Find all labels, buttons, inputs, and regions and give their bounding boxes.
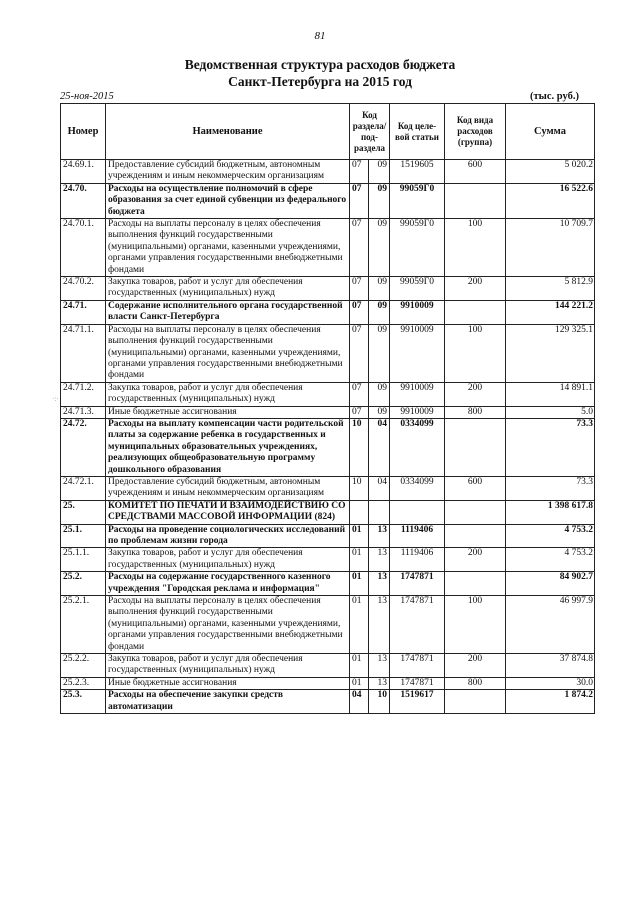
row-subsection: 09: [369, 324, 390, 382]
row-number: 24.71.1.: [61, 324, 106, 382]
margin-mark: ·:·: [52, 395, 59, 403]
row-sum: 73.3: [506, 418, 595, 476]
row-subsection: 13: [369, 524, 390, 548]
row-section: 01: [350, 677, 369, 689]
header-number: Номер: [61, 104, 106, 160]
table-row: [61, 596, 595, 654]
table-row: [61, 300, 595, 324]
row-article: 0334099: [390, 418, 445, 476]
document-date: 25-ноя-2015: [60, 91, 114, 102]
row-article: 1747871: [390, 654, 445, 678]
row-subsection: 09: [369, 300, 390, 324]
row-section: 07: [350, 406, 369, 418]
row-number: 25.2.: [61, 572, 106, 596]
row-expense-type: [445, 690, 506, 714]
table-row: [61, 654, 595, 678]
row-section: 10: [350, 476, 369, 500]
row-sum: 144 221.2: [506, 300, 595, 324]
page-number: 81: [314, 30, 326, 42]
row-subsection: 09: [369, 382, 390, 406]
row-sum: 14 891.1: [506, 382, 595, 406]
row-sum: 37 874.8: [506, 654, 595, 678]
row-expense-type: 800: [445, 406, 506, 418]
row-subsection: 09: [369, 183, 390, 218]
title-line-2: Санкт-Петербурга на 2015 год: [228, 74, 412, 89]
row-name: Иные бюджетные ассигнования: [106, 406, 350, 418]
header-article: Код целе-вой статьи: [390, 104, 445, 160]
row-sum: 5.0: [506, 406, 595, 418]
row-name: Иные бюджетные ассигнования: [106, 677, 350, 689]
row-expense-type: 200: [445, 654, 506, 678]
row-number: 25.2.3.: [61, 677, 106, 689]
row-expense-type: [445, 572, 506, 596]
row-article: [390, 500, 445, 524]
row-subsection: 09: [369, 160, 390, 184]
row-name: Расходы на осуществление полномочий в сфере образования за счет единой субвенции из федерального бюджета: [106, 183, 350, 218]
row-subsection: 09: [369, 277, 390, 301]
row-subsection: 04: [369, 418, 390, 476]
row-article: 9910009: [390, 300, 445, 324]
row-sum: 4 753.2: [506, 524, 595, 548]
row-sum: 30.0: [506, 677, 595, 689]
row-number: 25.2.2.: [61, 654, 106, 678]
row-article: 0334099: [390, 476, 445, 500]
table-row: [61, 277, 595, 301]
row-sum: 46 997.9: [506, 596, 595, 654]
row-name: Расходы на выплаты персоналу в целях обеспечения выполнения функций государственными (муниципальными) органами, казенными учреждениями, органами управления государственными внебюджетными фондами: [106, 219, 350, 277]
row-section: 04: [350, 690, 369, 714]
row-number: 25.1.: [61, 524, 106, 548]
row-expense-type: [445, 524, 506, 548]
row-number: 24.72.1.: [61, 476, 106, 500]
table-body: [61, 160, 595, 714]
row-section: 01: [350, 654, 369, 678]
table-row: [61, 690, 595, 714]
table-row: [61, 476, 595, 500]
row-section: 07: [350, 300, 369, 324]
row-number: 25.2.1.: [61, 596, 106, 654]
table-row: [61, 548, 595, 572]
row-section: 10: [350, 418, 369, 476]
row-sum: 5 020.2: [506, 160, 595, 184]
row-sum: 84 902.7: [506, 572, 595, 596]
table-header-row: [61, 104, 595, 160]
row-expense-type: [445, 500, 506, 524]
row-number: 25.1.1.: [61, 548, 106, 572]
row-article: 1747871: [390, 596, 445, 654]
row-number: 24.70.1.: [61, 219, 106, 277]
row-name: Предоставление субсидий бюджетным, автономным учреждениям и иным некоммерческим организациям: [106, 476, 350, 500]
table-row: [61, 572, 595, 596]
row-number: 24.71.2.: [61, 382, 106, 406]
row-section: 01: [350, 572, 369, 596]
row-number: 24.71.3.: [61, 406, 106, 418]
row-section: 07: [350, 277, 369, 301]
row-subsection: 13: [369, 548, 390, 572]
row-expense-type: [445, 300, 506, 324]
table-row: [61, 160, 595, 184]
table-row: [61, 406, 595, 418]
row-expense-type: 800: [445, 677, 506, 689]
table-row: [61, 324, 595, 382]
row-article: 99059Г0: [390, 277, 445, 301]
row-name: КОМИТЕТ ПО ПЕЧАТИ И ВЗАИМОДЕЙСТВИЮ СО СРЕДСТВАМИ МАССОВОЙ ИНФОРМАЦИИ (824): [106, 500, 350, 524]
row-section: 01: [350, 548, 369, 572]
row-expense-type: 600: [445, 160, 506, 184]
row-section: 01: [350, 524, 369, 548]
table-row: [61, 500, 595, 524]
row-article: 9910009: [390, 382, 445, 406]
row-expense-type: [445, 418, 506, 476]
row-article: 99059Г0: [390, 183, 445, 218]
header-section: Код раздела/ под-раздела: [350, 104, 390, 160]
row-article: 1519617: [390, 690, 445, 714]
row-subsection: 13: [369, 677, 390, 689]
row-sum: 129 325.1: [506, 324, 595, 382]
row-name: Закупка товаров, работ и услуг для обеспечения государственных (муниципальных) нужд: [106, 382, 350, 406]
row-subsection: 09: [369, 219, 390, 277]
budget-table: [60, 103, 595, 714]
table-row: [61, 524, 595, 548]
row-name: Расходы на выплаты персоналу в целях обеспечения выполнения функций государственными (муниципальными) органами, казенными учреждениями, органами управления государственными внебюджетными фондами: [106, 596, 350, 654]
row-name: Расходы на обеспечение закупки средств автоматизации: [106, 690, 350, 714]
row-article: 1119406: [390, 548, 445, 572]
table-row: [61, 219, 595, 277]
row-number: 25.: [61, 500, 106, 524]
row-subsection: 13: [369, 572, 390, 596]
row-sum: 16 522.6: [506, 183, 595, 218]
header-sum: Сумма: [506, 104, 595, 160]
header-expense-type: Код вида расходов (группа): [445, 104, 506, 160]
row-subsection: 13: [369, 596, 390, 654]
row-number: 24.70.2.: [61, 277, 106, 301]
row-sum: 4 753.2: [506, 548, 595, 572]
row-article: 1747871: [390, 572, 445, 596]
header-name: Наименование: [106, 104, 350, 160]
row-expense-type: 200: [445, 548, 506, 572]
row-sum: 73.3: [506, 476, 595, 500]
row-section: 07: [350, 219, 369, 277]
row-section: 07: [350, 324, 369, 382]
row-section: 07: [350, 382, 369, 406]
row-name: Содержание исполнительного органа государственной власти Санкт-Петербурга: [106, 300, 350, 324]
row-article: 9910009: [390, 406, 445, 418]
row-expense-type: [445, 183, 506, 218]
row-subsection: 10: [369, 690, 390, 714]
table-row: [61, 382, 595, 406]
table-row: [61, 418, 595, 476]
units-label: (тыс. руб.): [530, 91, 579, 102]
row-expense-type: 100: [445, 596, 506, 654]
row-name: Закупка товаров, работ и услуг для обеспечения государственных (муниципальных) нужд: [106, 277, 350, 301]
row-name: Закупка товаров, работ и услуг для обеспечения государственных (муниципальных) нужд: [106, 548, 350, 572]
row-expense-type: 100: [445, 324, 506, 382]
row-name: Расходы на содержание государственного казенного учреждения "Городская реклама и информация": [106, 572, 350, 596]
row-subsection: 13: [369, 654, 390, 678]
row-article: 1119406: [390, 524, 445, 548]
row-article: 1747871: [390, 677, 445, 689]
row-name: Расходы на выплаты персоналу в целях обеспечения выполнения функций государственными (муниципальными) органами, казенными учреждениями, органами управления государственными внебюджетными фондами: [106, 324, 350, 382]
row-article: 1519605: [390, 160, 445, 184]
row-name: Предоставление субсидий бюджетным, автономным учреждениям и иным некоммерческим организациям: [106, 160, 350, 184]
table-row: [61, 677, 595, 689]
row-article: 99059Г0: [390, 219, 445, 277]
row-number: 24.71.: [61, 300, 106, 324]
title-line-1: Ведомственная структура расходов бюджета: [184, 57, 456, 72]
row-expense-type: 600: [445, 476, 506, 500]
row-section: 07: [350, 183, 369, 218]
row-sum: 1 874.2: [506, 690, 595, 714]
row-name: Расходы на выплату компенсации части родительской платы за содержание ребенка в государственных и муниципальных образовательных учреждениях, реализующих общеобразовательную программу дошкольного образования: [106, 418, 350, 476]
table-row: [61, 183, 595, 218]
row-expense-type: 200: [445, 277, 506, 301]
row-sum: 1 398 617.8: [506, 500, 595, 524]
row-section: [350, 500, 369, 524]
row-name: Расходы на проведение социологических исследований по проблемам жизни города: [106, 524, 350, 548]
row-expense-type: 100: [445, 219, 506, 277]
row-name: Закупка товаров, работ и услуг для обеспечения государственных (муниципальных) нужд: [106, 654, 350, 678]
row-subsection: 09: [369, 406, 390, 418]
row-section: 01: [350, 596, 369, 654]
row-article: 9910009: [390, 324, 445, 382]
row-sum: 10 709.7: [506, 219, 595, 277]
row-number: 25.3.: [61, 690, 106, 714]
row-sum: 5 812.9: [506, 277, 595, 301]
row-subsection: 04: [369, 476, 390, 500]
row-subsection: [369, 500, 390, 524]
document-title: [0, 56, 640, 90]
row-number: 24.70.: [61, 183, 106, 218]
row-expense-type: 200: [445, 382, 506, 406]
row-section: 07: [350, 160, 369, 184]
row-number: 24.72.: [61, 418, 106, 476]
row-number: 24.69.1.: [61, 160, 106, 184]
